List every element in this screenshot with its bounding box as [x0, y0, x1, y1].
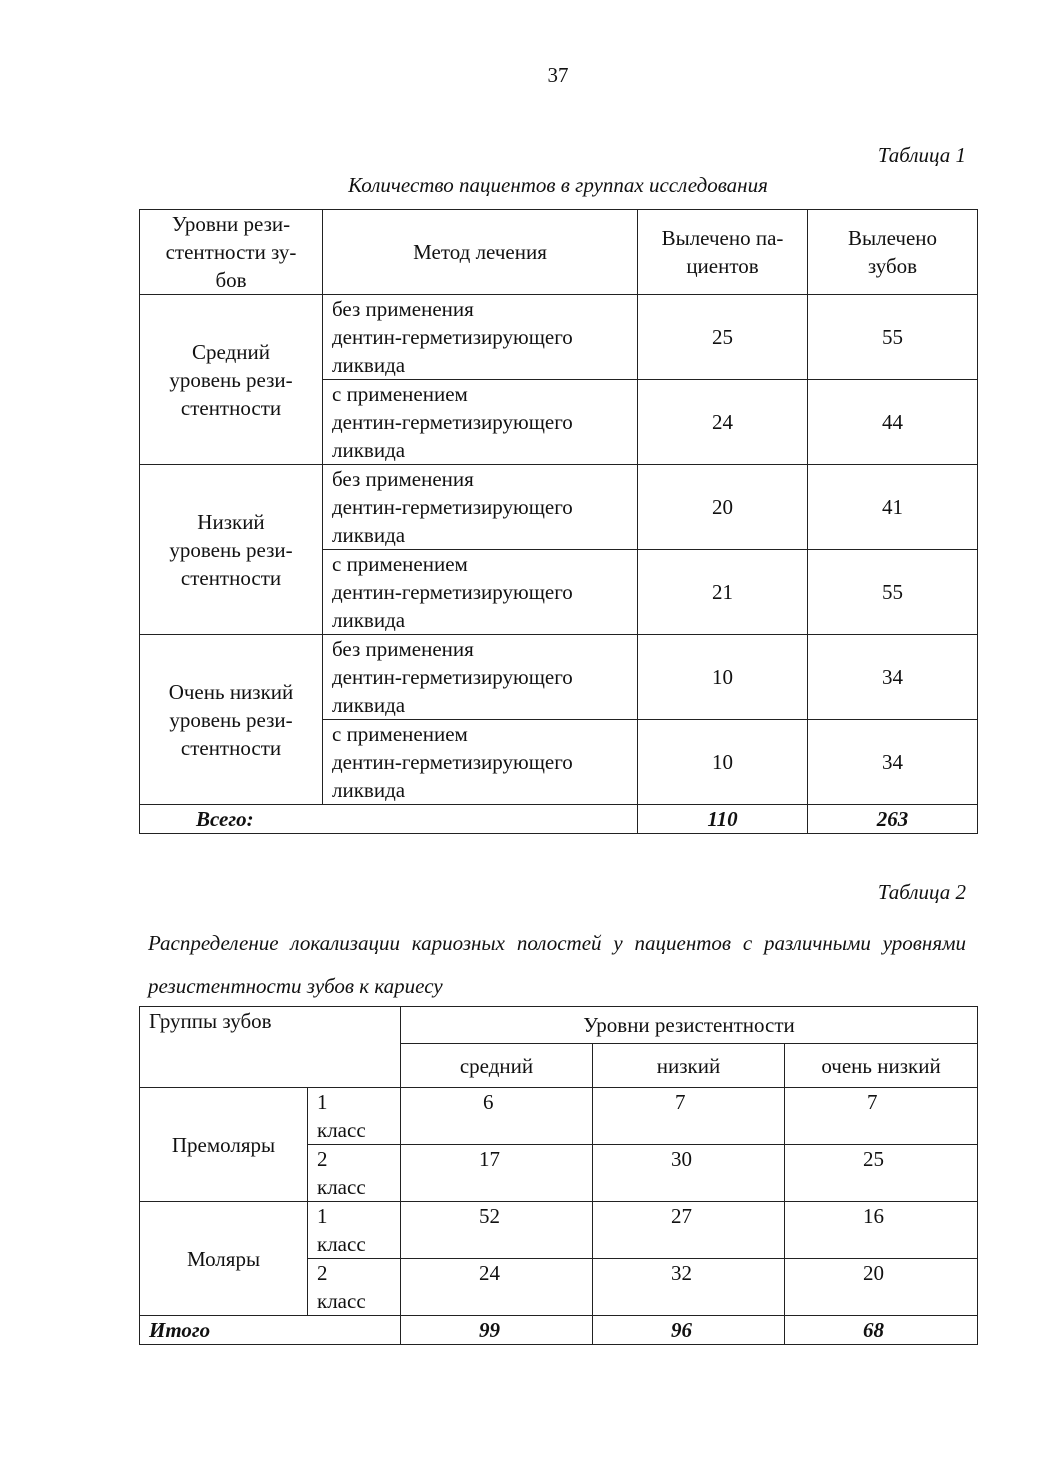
teeth-cell: 34: [808, 720, 978, 805]
value-cell: 7: [785, 1088, 978, 1145]
patients-cell: 21: [638, 550, 808, 635]
total-value: 68: [785, 1316, 978, 1345]
header-patients: Вылечено па- циентов: [638, 210, 808, 295]
table1-label: Таблица 1: [877, 143, 966, 167]
header-method: Метод лечения: [323, 210, 638, 295]
table-row: [140, 635, 978, 720]
value-cell: 6: [401, 1088, 593, 1145]
table-row: [140, 1202, 978, 1259]
table-row: [140, 295, 978, 380]
table2-header-row: [140, 1007, 978, 1044]
subheader-medium: средний: [401, 1044, 593, 1088]
teeth-cell: 44: [808, 380, 978, 465]
page-number: 37: [547, 63, 569, 87]
subheader-very-low: очень низкий: [785, 1044, 978, 1088]
class-cell: 2 класс: [308, 1145, 401, 1202]
teeth-cell: 55: [808, 295, 978, 380]
table1: [139, 209, 978, 834]
class-cell: 2 класс: [308, 1259, 401, 1316]
value-cell: 32: [593, 1259, 785, 1316]
teeth-cell: 34: [808, 635, 978, 720]
table2-label: Таблица 2: [877, 880, 966, 904]
method-cell: без применения дентин-герметизирующего ликвида: [323, 465, 638, 550]
value-cell: 20: [785, 1259, 978, 1316]
table2: [139, 1006, 978, 1345]
group-name-cell: Премоляры: [140, 1088, 308, 1202]
class-cell: 1 класс: [308, 1088, 401, 1145]
total-label: Итого: [140, 1316, 401, 1345]
teeth-cell: 55: [808, 550, 978, 635]
patients-cell: 10: [638, 720, 808, 805]
value-cell: 7: [593, 1088, 785, 1145]
class-cell: 1 класс: [308, 1202, 401, 1259]
method-cell: без применения дентин-герметизирующего ликвида: [323, 295, 638, 380]
total-value: 99: [401, 1316, 593, 1345]
value-cell: 17: [401, 1145, 593, 1202]
table2-total-row: [140, 1316, 978, 1345]
group-name-cell: Моляры: [140, 1202, 308, 1316]
table1-title: Количество пациентов в группах исследования: [348, 173, 768, 197]
method-cell: с применением дентин-герметизирующего ликвида: [323, 550, 638, 635]
total-patients: 110: [638, 805, 808, 834]
table-row: [140, 1088, 978, 1145]
table-row: [140, 465, 978, 550]
total-label: Всего:: [140, 805, 638, 834]
table1-header-row: [140, 210, 978, 295]
header-resistance-levels: Уровни резистентности: [401, 1007, 978, 1044]
value-cell: 27: [593, 1202, 785, 1259]
method-cell: с применением дентин-герметизирующего ликвида: [323, 380, 638, 465]
value-cell: 24: [401, 1259, 593, 1316]
header-tooth-groups: Группы зубов: [140, 1007, 401, 1088]
patients-cell: 10: [638, 635, 808, 720]
total-value: 96: [593, 1316, 785, 1345]
value-cell: 52: [401, 1202, 593, 1259]
header-teeth: Вылечено зубов: [808, 210, 978, 295]
patients-cell: 25: [638, 295, 808, 380]
value-cell: 25: [785, 1145, 978, 1202]
patients-cell: 20: [638, 465, 808, 550]
patients-cell: 24: [638, 380, 808, 465]
table1-total-row: [140, 805, 978, 834]
group-level-cell: Средний уровень рези- стентности: [140, 295, 323, 465]
header-resistance-level: Уровни рези- стентности зу- бов: [140, 210, 323, 295]
value-cell: 30: [593, 1145, 785, 1202]
subheader-low: низкий: [593, 1044, 785, 1088]
method-cell: без применения дентин-герметизирующего ликвида: [323, 635, 638, 720]
teeth-cell: 41: [808, 465, 978, 550]
method-cell: с применением дентин-герметизирующего ликвида: [323, 720, 638, 805]
group-level-cell: Очень низкий уровень рези- стентности: [140, 635, 323, 805]
group-level-cell: Низкий уровень рези- стентности: [140, 465, 323, 635]
table2-title: Распределение локализации кариозных полостей у пациентов с различными уровнями резистентности зубов к кариесу: [148, 931, 966, 998]
value-cell: 16: [785, 1202, 978, 1259]
total-teeth: 263: [808, 805, 978, 834]
